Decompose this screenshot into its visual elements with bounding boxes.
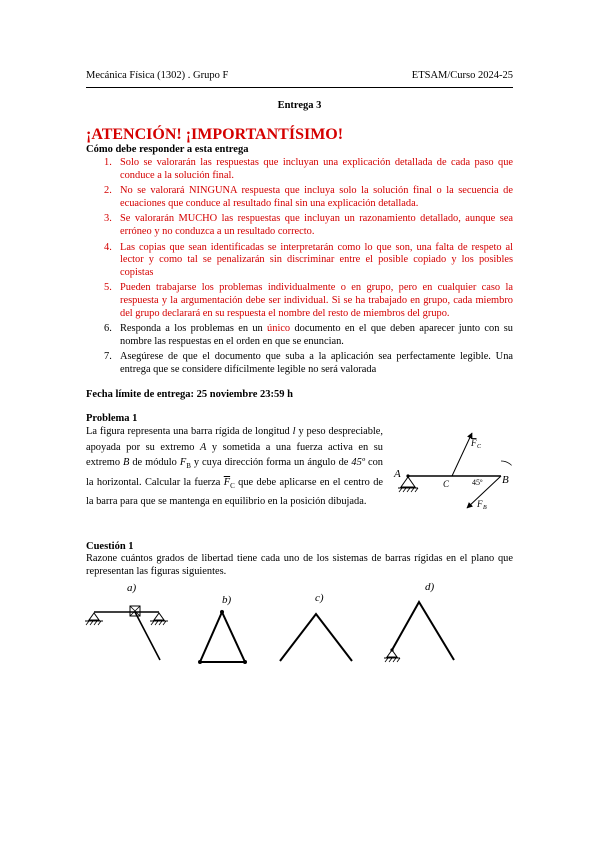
label-b: B	[502, 474, 509, 486]
label-a-fig: a)	[127, 582, 137, 594]
question-1-title: Cuestión 1	[86, 541, 134, 552]
header-course: Mecánica Física (1302) . Grupo F	[86, 70, 229, 81]
label-a: A	[394, 468, 401, 480]
deadline: Fecha límite de entrega: 25 noviembre 23:59 h	[86, 389, 293, 400]
page-title: Entrega 3	[277, 100, 322, 111]
label-d-fig: d)	[425, 581, 435, 593]
label-b-fig: b)	[222, 594, 232, 606]
rule-item: 7. Asegúrese de que el documento que suba a la aplicación sea perfectamente legible. Una entrega que se considere difícilmente legible no será valorada	[104, 351, 513, 375]
problem-1-figure	[388, 425, 518, 520]
rule-item: 5. Pueden trabajarse los problemas individualmente o en grupo, pero en cualquier caso la respuesta y la argumentación debe ser individual. Si se ha trabajado en grupo, cada miembro del grupo declarará en su respuesta el nombre del resto de miembros del grupo.	[104, 282, 513, 319]
rule-item: 6. Responda a los problemas en un único documento en el que deben aparecer junto con su nombre las respuestas en el orden en que se enuncian.	[104, 323, 513, 347]
warning-heading: ¡ATENCIÓN! ¡IMPORTANTÍSIMO!	[86, 126, 344, 143]
rule-item: 4. Las copias que sean identificadas se interpretarán como lo que son, una falta de respeto al lector y como tal se penalizarán sin discriminar entre el posible copiado y los posibles copistas	[104, 241, 513, 278]
rule-item: 1. Solo se valorarán las respuestas que incluyan una explicación detallada de cada paso que conduce a la solución final.	[104, 157, 513, 181]
problem-1-title: Problema 1	[86, 413, 138, 424]
emphasis-unico: único	[267, 323, 291, 335]
force-c-arrow	[452, 433, 472, 476]
label-c: C	[443, 479, 450, 489]
question-1-statement: Razone cuántos grados de libertad tiene cada uno de los sistemas de barras rígidas en el plano que representan las figuras siguientes.	[86, 553, 513, 577]
instructions-heading: Cómo debe responder a esta entrega	[86, 144, 249, 155]
question-1-figures	[80, 578, 520, 668]
label-angle: 45º	[472, 478, 483, 487]
header-school: ETSAM/Curso 2024-25	[411, 70, 513, 81]
label-fc-sub: C	[477, 444, 482, 450]
rule-item: 2. No se valorará NINGUNA respuesta que incluya solo la solución final o la secuencia de ecuaciones que conduce al resultado final sin una explicación detallada.	[104, 185, 513, 209]
rules-list	[86, 157, 513, 380]
figure-b	[198, 594, 247, 664]
label-fb-sub: B	[483, 505, 487, 511]
header-rule	[86, 87, 513, 88]
label-fc: F	[471, 438, 477, 448]
label-c-fig: c)	[315, 592, 324, 604]
rule-item: 3. Se valorarán MUCHO las respuestas que incluyan un razonamiento detallado, aunque sea erróneo y no conduzca a un resultado correcto.	[104, 213, 513, 237]
figure-a	[85, 582, 168, 660]
figure-d	[384, 581, 454, 662]
figure-c	[280, 592, 352, 661]
label-fb: F	[477, 499, 483, 509]
angle-arc	[501, 461, 512, 465]
pin-support-icon	[398, 474, 418, 492]
problem-1-statement: La figura representa una barra rígida de longitud l y peso despreciable, apoyada por su extremo A y sometida a una fuerza activa en su extremo B de módulo $F_B$ y cuya dirección forma un ángulo de 45º con la horizontal. Calcular la fuerza $\overline{F}_C$ que debe aplicarse en el centro de la barra para que se mantenga en equilibrio en la posición dibujada.	[86, 426, 384, 508]
